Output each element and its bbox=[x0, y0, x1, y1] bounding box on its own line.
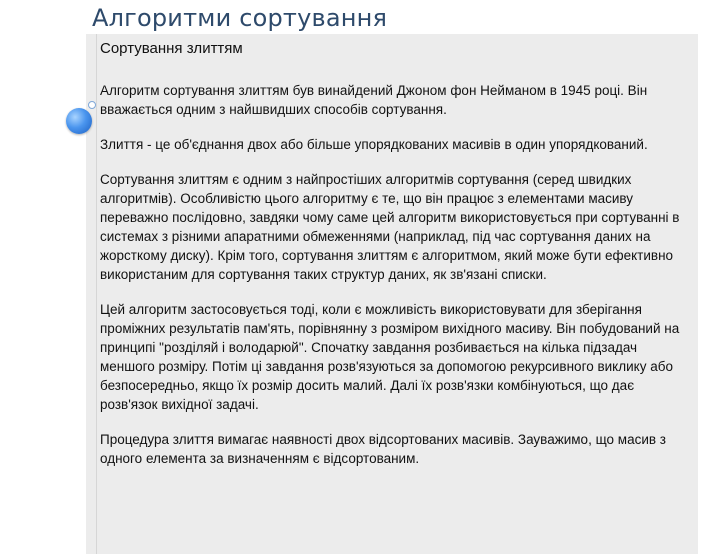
paragraph-features: Сортування злиттям є одним з найпростіших алгоритмів сортування (серед швидких алгоритмів). Особливістю цього алгоритму є те, що він працює з елементами масиву переважно послідовно, завдяки чому саме цей алгоритм використовується при сортуванні в системах з різними апаратними обмеженнями (наприклад, під час сортування даних на жорсткому диску). Крім того, сортування злиттям є алгоритмом, який може бути ефективно використаним для сортування таких структур даних, як зв'язані списки. bbox=[100, 172, 680, 282]
blue-sphere-ornament bbox=[66, 108, 92, 134]
paragraph-principle: Цей алгоритм застосовується тоді, коли є можливість використовувати для зберігання проміжних результатів пам'ять, порівнянну з розміром вихідного масиву. Він побудований на принципі "розділяй і володарюй". Спочатку завдання розбивається на кілька підзадач меншого розміру. Потім ці завдання розв'язуються за допомогою рекурсивного виклику або безпосередньо, якщо їх розмір досить малий. Далі їх розв'язки комбінуються, що дає розв'язок вихідної задачі. bbox=[100, 302, 680, 412]
paragraph-definition: Злиття - це об'єднання двох або більше упорядкованих масивів в один упорядкований. bbox=[100, 137, 648, 152]
decorative-line bbox=[96, 34, 97, 554]
section-subtitle: Сортування злиттям bbox=[100, 40, 243, 57]
slide-content bbox=[100, 40, 694, 484]
paragraph-history: Алгоритм сортування злиттям був винайдений Джоном фон Нейманом в 1945 році. Він вважається одним з найшвидших способів сортування. bbox=[100, 83, 648, 117]
paragraph-procedure: Процедура злиття вимагає наявності двох відсортованих масивів. Зауважимо, що масив з одного елемента за визначенням є відсортованим. bbox=[100, 432, 666, 466]
slide-title: Алгоритми сортування bbox=[92, 4, 388, 32]
small-circle-ornament bbox=[88, 101, 96, 109]
